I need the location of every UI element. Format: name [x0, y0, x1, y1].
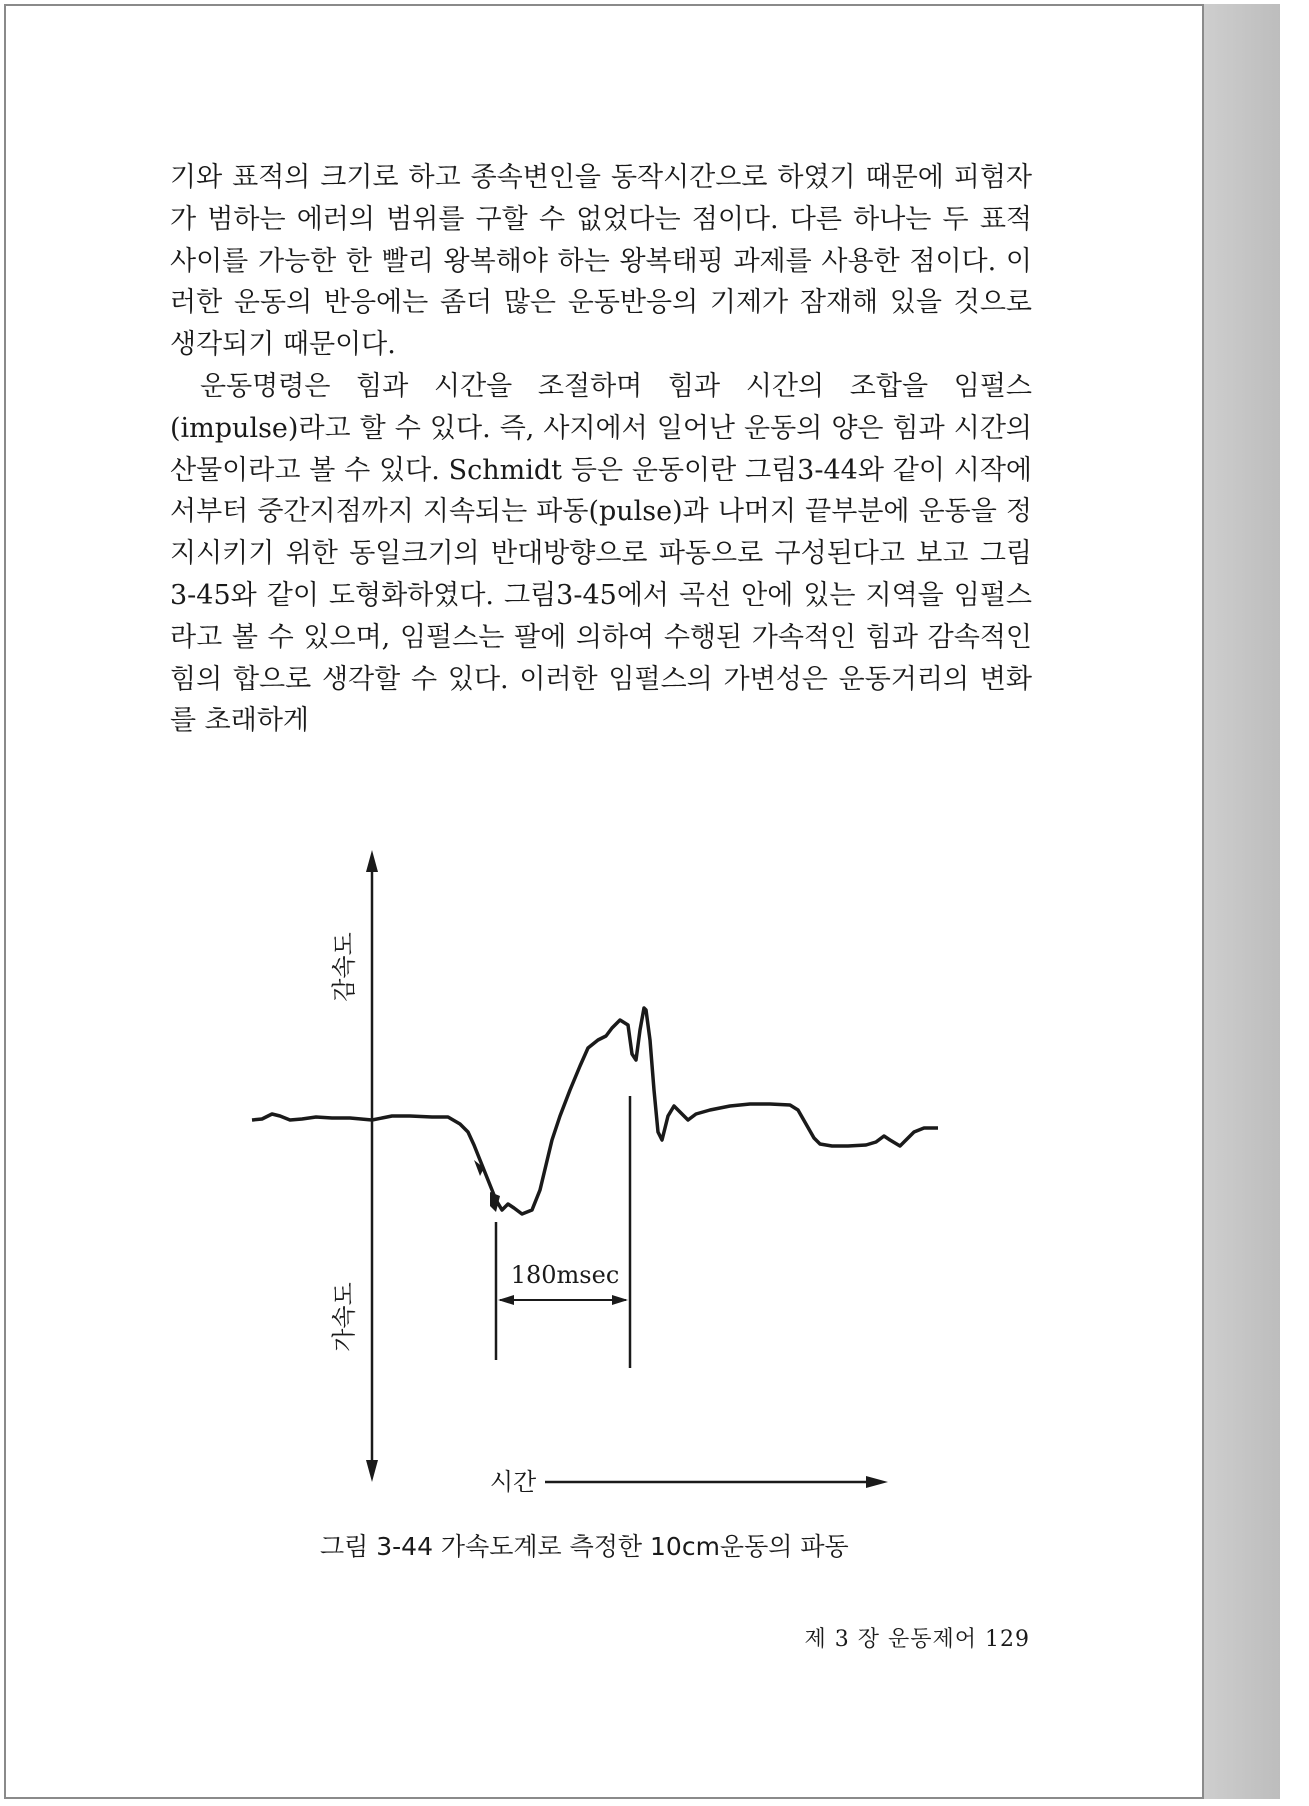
paragraph-1: 기와 표적의 크기로 하고 종속변인을 동작시간으로 하였기 때문에 피험자가 범하는 에러의 범위를 구할 수 없었다는 점이다. 다른 하나는 두 표적 사이를 가능한 한 빨리 왕복해야 하는 왕복태핑 과제를 사용한 점이다. 이러한 운동의 반응에는 좀더 많은 운동반응의 기제가 잠재해 있을 것으로 생각되기 때문이다. [170, 162, 1032, 361]
page-footer: 제 3 장 운동제어 129 [804, 1627, 1030, 1652]
figure-caption: 그림 3-44 가속도계로 측정한 10cm운동의 파동 [320, 1532, 849, 1561]
body-text [170, 157, 1032, 742]
book-side-edge [1198, 4, 1280, 1799]
x-label-time: 시간 [489, 1468, 537, 1496]
y-label-acceleration: 가속도 [330, 1282, 358, 1352]
paragraph-2: 운동명령은 힘과 시간을 조절하며 힘과 시간의 조합을 임펄스(impulse)라고 할 수 있다. 즉, 사지에서 일어난 운동의 양은 힘과 시간의 산물이라고 볼 수 있다. Schmidt 등은 운동이란 그림3-44와 같이 시작에서부터 중간지점까지 지속되는 파동(pulse)과 나머지 끝부분에 운동을 정지시키기 위한 동일크기의 반대방향으로 파동으로 구성된다고 보고 그림3-45와 같이 도형화하였다. 그림3-45에서 곡선 안에 있는 지역을 임펄스라고 볼 수 있으며, 임펄스는 팔에 의하여 수행된 가속적인 힘과 감속적인 힘의 합으로 생각할 수 있다. 이러한 임펄스의 가변성은 운동거리의 변화를 초래하게 [170, 370, 1032, 737]
y-label-deceleration: 감속도 [330, 932, 358, 1002]
interval-label: 180msec [510, 1261, 620, 1289]
